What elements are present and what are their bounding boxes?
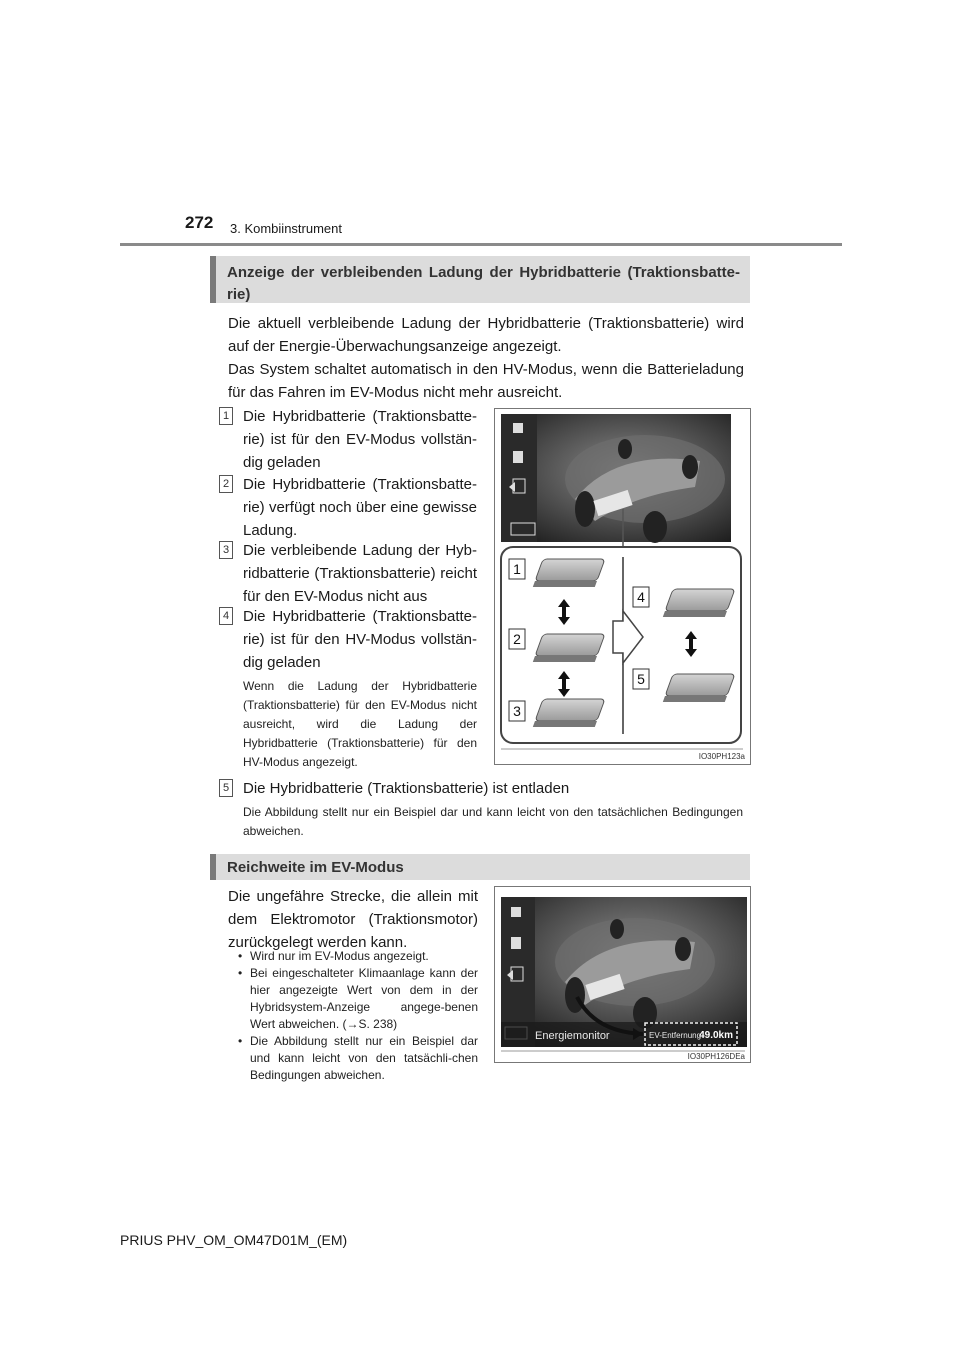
list-item: • Bei eingeschalteter Klimaanlage kann der hier angezeigte Wert von dem in der Hybridsystem-Anzeige angege-benen Wert abweichen. (→S. 238) bbox=[238, 966, 478, 1031]
ev-range-label: EV-Entfernung bbox=[649, 1031, 702, 1040]
figure-id-2: IO30PH126DEa bbox=[687, 1052, 745, 1061]
list-item: • Die Abbildung stellt nur ein Beispiel dar und kann leicht von den tatsächli-chen Bedingungen abweichen. bbox=[238, 1034, 478, 1082]
document-id: PRIUS PHV_OM_OM47D01M_(EM) bbox=[120, 1232, 348, 1248]
screen-title: Energiemonitor bbox=[535, 1030, 610, 1042]
item-number-3: 3 bbox=[219, 541, 233, 559]
item-text-4: Die Hybridbatterie (Traktionsbatte-rie) ist für den HV-Modus vollstän-dig geladen bbox=[243, 608, 477, 671]
item-5-note: Die Abbildung stellt nur ein Beispiel dar und kann leicht von den tatsächlichen Bedingungen abweichen. bbox=[243, 805, 743, 838]
ev-range-illustration bbox=[495, 887, 750, 1062]
section-heading-ev-range: Reichweite im EV-Modus bbox=[210, 854, 750, 880]
item-text-5: Die Hybridbatterie (Traktionsbatterie) ist entladen bbox=[243, 780, 570, 797]
item-4-note: Wenn die Ladung der Hybridbatterie (Traktionsbatterie) für den EV-Modus nicht ausreicht, wird die Ladung der Hybridbatterie (Traktionsbatterie) für den HV-Modus angezeigt. bbox=[243, 679, 477, 769]
page-number: 272 bbox=[185, 213, 214, 232]
svg-text:5: 5 bbox=[637, 671, 645, 687]
item-text-2: Die Hybridbatterie (Traktionsbatte-rie) verfügt noch über eine gewisse Ladung. bbox=[243, 476, 477, 539]
item-number-2: 2 bbox=[219, 475, 233, 493]
svg-text:1: 1 bbox=[513, 561, 521, 577]
list-item: • Wird nur im EV-Modus angezeigt. bbox=[238, 949, 429, 963]
svg-text:3: 3 bbox=[513, 703, 521, 719]
ev-range-notes bbox=[238, 948, 478, 1084]
bullet-mark: • bbox=[238, 949, 243, 963]
item-text-1: Die Hybridbatterie (Traktionsbatte-rie) ist für den EV-Modus vollstän-dig geladen bbox=[243, 408, 477, 471]
chapter-title: 3. Kombiinstrument bbox=[230, 221, 342, 236]
svg-text:4: 4 bbox=[637, 589, 645, 605]
battery-charge-illustration bbox=[495, 409, 750, 764]
bullet-mark: • bbox=[238, 1034, 243, 1048]
ev-range-paragraph: Die ungefähre Strecke, die allein mit dem Elektromotor (Traktionsmotor) zurückgelegt werden kann. bbox=[228, 888, 478, 951]
energy-monitor-screen bbox=[501, 414, 731, 549]
battery-charge-figure bbox=[494, 408, 751, 765]
item-text-3: Die verbleibende Ladung der Hyb-ridbatterie (Traktionsbatterie) reicht für den EV-Modus nicht aus bbox=[243, 542, 477, 605]
mode-switch-paragraph: Das System schaltet automatisch in den HV-Modus, wenn die Batterieladung für das Fahren im EV-Modus nicht mehr ausreicht. bbox=[228, 361, 744, 401]
header-divider bbox=[120, 243, 842, 246]
intro-paragraph: Die aktuell verbleibende Ladung der Hybridbatterie (Traktionsbatterie) wird auf der Energie-Überwachungsanzeige angezeigt. bbox=[228, 315, 744, 355]
item-number-5: 5 bbox=[219, 779, 233, 797]
item-number-4: 4 bbox=[219, 607, 233, 625]
section-heading-battery-charge: Anzeige der verbleibenden Ladung der Hybridbatterie (Traktionsbatte-rie) bbox=[210, 256, 750, 303]
ev-range-value: 49.0km bbox=[699, 1030, 733, 1041]
bullet-mark: • bbox=[238, 966, 243, 980]
svg-text:2: 2 bbox=[513, 631, 521, 647]
item-number-1: 1 bbox=[219, 407, 233, 425]
ev-range-figure bbox=[494, 886, 751, 1063]
figure-id-1: IO30PH123a bbox=[698, 752, 745, 761]
